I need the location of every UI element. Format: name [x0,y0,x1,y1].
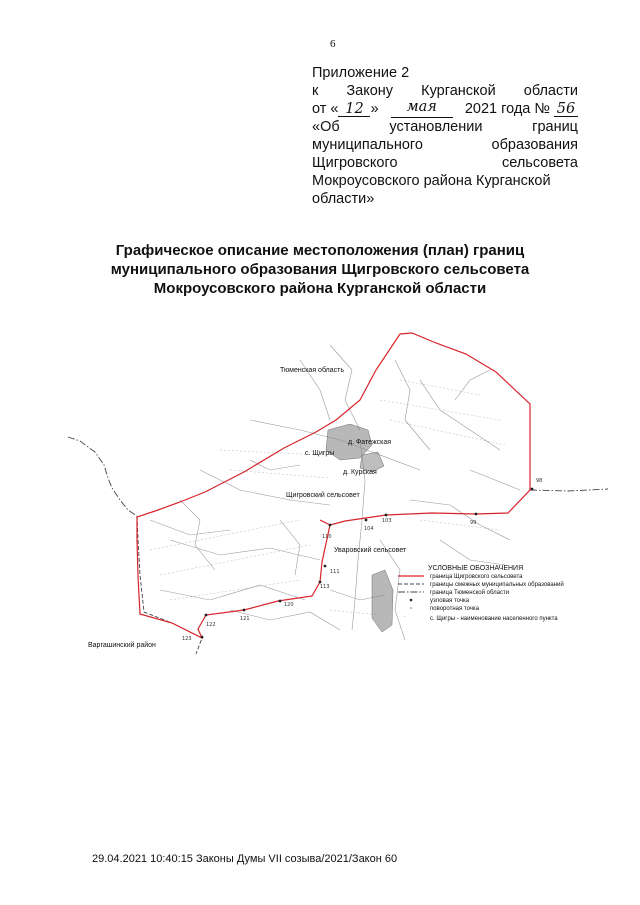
label-kurskaya: д. Курская [343,469,377,476]
label-tyumen-region: Тюменская область [280,367,344,374]
point-103 [385,514,388,517]
handwritten-law-number: 56 [554,102,578,117]
point-121 [243,609,246,612]
appendix-line-1: Приложение 2 [312,65,410,81]
map-legend [398,565,564,622]
point-120 [279,600,282,603]
legend-swatch-turning [410,607,412,609]
place-labels [88,366,407,649]
legend-item-neighbor: границы смежных муниципальных образований [430,582,564,588]
appendix-date-line: от « 12 » мая 2021 года № 56 [312,100,578,118]
label-point-121: 121 [240,616,250,622]
settlement-areas [326,424,393,632]
legend-swatch-settlement: · [404,614,406,620]
handwritten-month: мая [391,100,453,118]
label-point-113: 113 [320,584,330,590]
page-number: 6 [330,38,336,50]
label-point-122: 122 [206,622,216,628]
point-122 [205,614,208,617]
label-vargashinsky: Варгашинский район [88,642,156,649]
point-98 [531,488,534,491]
label-uvarovsky: Уваровский сельсовет [334,547,407,554]
legend-item-settlement: с. Щигры - наименование населенного пункта [430,616,558,622]
legend-title: УСЛОВНЫЕ ОБОЗНАЧЕНИЯ [428,565,524,572]
legend-item-turning: поворотная точка [430,606,480,612]
legend-item-node: узловая точка [430,598,470,604]
label-point-110: 110 [322,534,332,540]
title-line-2: муниципального образования Щигровского сельсовета [110,261,530,278]
appendix-line-8: области» [312,191,375,207]
label-shchigrovsky: Щигровский сельсовет [286,492,360,499]
appendix-line-5: муниципального образования [312,137,578,153]
appendix-line-4: «Об установлении границ [312,119,578,135]
appendix-line-7: Мокроусовского района Курганской [312,173,551,189]
label-point-99: 99 [470,520,477,526]
tyumen-boundary-east [530,489,608,491]
point-110 [329,524,332,527]
point-123 [201,636,204,639]
point-113 [319,581,322,584]
label-point-120: 120 [284,602,294,608]
legend-item-shchigrovsky: граница Щигровского сельсовета [430,574,523,580]
legend-item-tyumen: граница Тюменской области [430,590,510,596]
label-point-103: 103 [382,518,392,524]
point-111 [324,565,327,568]
title-line-3: Мокроусовского района Курганской области [153,280,487,297]
appendix-line-2: к Закону Курганской области [312,83,578,99]
legend-swatch-node [410,599,413,602]
label-point-104: 104 [364,526,374,532]
label-point-123: 123 [182,636,192,642]
label-shchigry: с. Щигры [305,450,335,457]
label-fatezhskaya: д. Фатежская [348,439,392,446]
point-104 [365,519,368,522]
appendix-line-6: Щигровского сельсовета [312,155,578,171]
document-footer: 29.04.2021 10:40:15 Законы Думы VII созыва/2021/Закон 60 [92,853,398,865]
uvarovsky-boundary-line [320,520,330,525]
label-point-98: 98 [536,478,543,484]
point-99 [475,513,478,516]
title-line-1: Графическое описание местоположения (план) границ [115,242,525,259]
label-point-111: 111 [330,569,340,575]
tyumen-boundary-west [68,437,137,516]
handwritten-day: 12 [338,102,370,117]
